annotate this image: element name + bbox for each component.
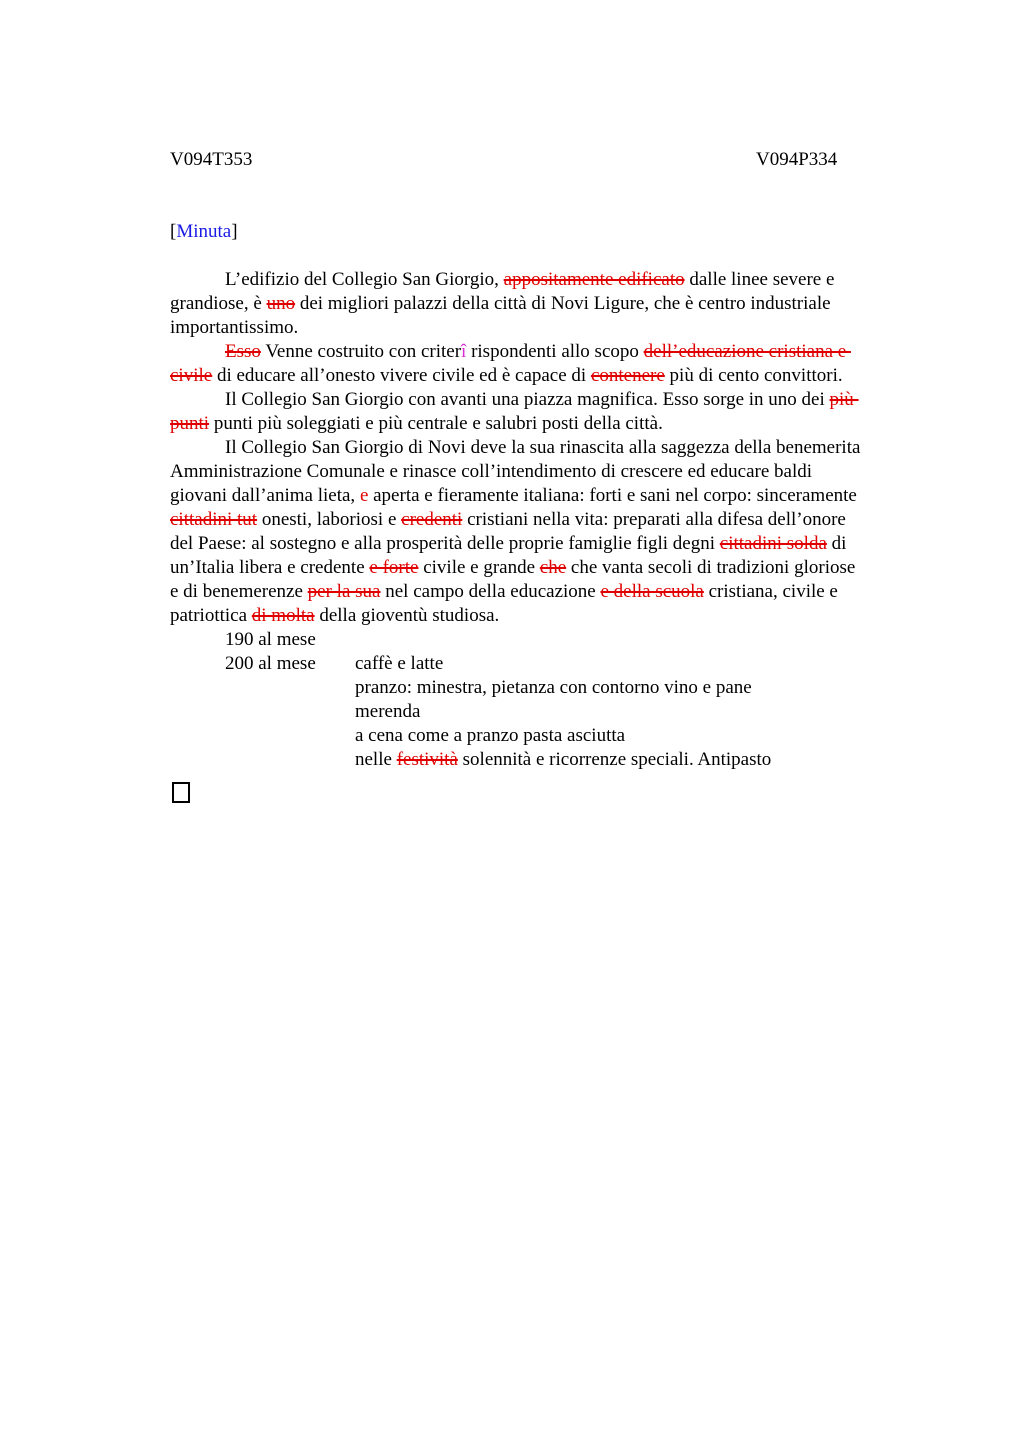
text-line (170, 292, 930, 316)
text-run: che vanta secoli di tradizioni gloriose (566, 557, 856, 578)
menu-line (170, 676, 930, 700)
text-run: punti più soleggiati e più centrale e salubri posti della città. (209, 413, 663, 434)
menu-price: 200 al mese (225, 653, 316, 674)
text-run: solennità e ricorrenze speciali. Antipasto (457, 749, 772, 770)
text-line (170, 268, 930, 292)
minuta-bracket-close: ] (231, 221, 238, 242)
text-run: rispondenti allo scopo (466, 341, 644, 362)
deleted-text: dell’educazione cristiana e (643, 341, 851, 362)
menu-line (170, 628, 930, 652)
uncertain-char: î (461, 341, 467, 362)
deleted-text: civile (170, 365, 213, 386)
text-line (170, 580, 930, 604)
menu-line (170, 700, 930, 724)
text-run: pranzo: minestra, pietanza con contorno vino e pane (355, 677, 752, 698)
deleted-text: appositamente edificato (503, 269, 685, 290)
deleted-text: credenti (401, 509, 463, 530)
header-code-right: V094P334 (756, 149, 838, 170)
menu-price: 190 al mese (225, 629, 316, 650)
text-run: e di benemerenze (170, 581, 308, 602)
menu-line (170, 748, 930, 772)
text-run: nel campo della educazione (380, 581, 601, 602)
text-run: dei migliori palazzi della città di Novi Ligure, che è centro industriale (295, 293, 831, 314)
text-run: civile e grande (418, 557, 540, 578)
text-run: grandiose, è (170, 293, 267, 314)
minuta-label-line (170, 220, 238, 244)
deleted-text: cittadini solda (719, 533, 827, 554)
deleted-text: festività (396, 749, 458, 770)
text-run: caffè e latte (355, 653, 444, 674)
text-run: a cena come a pranzo pasta asciutta (355, 725, 626, 746)
deleted-text: per la sua (307, 581, 381, 602)
text-run: importantissimo. (170, 317, 299, 338)
text-line (170, 532, 930, 556)
text-run: un’Italia libera e credente (170, 557, 370, 578)
text-line (170, 340, 930, 364)
text-line (170, 436, 930, 460)
minuta-link[interactable]: Minuta (176, 221, 232, 242)
deleted-text: cittadini tut (170, 509, 258, 530)
deleted-text: e forte (369, 557, 419, 578)
text-run: L’edifizio del Collegio San Giorgio, (225, 269, 504, 290)
menu-line (170, 652, 930, 676)
text-line (170, 316, 930, 340)
text-run: Amministrazione Comunale e rinasce coll’intendimento di crescere ed educare baldi (170, 461, 813, 482)
text-run: Venne costruito con criter (260, 341, 462, 362)
deleted-text: più (829, 389, 859, 410)
text-line (170, 556, 930, 580)
text-run: patriottica (170, 605, 252, 626)
text-line (170, 508, 930, 532)
text-run: cristiani nella vita: preparati alla difesa dell’onore (462, 509, 846, 530)
text-run: di educare all’onesto vivere civile ed è capace di (212, 365, 591, 386)
text-run: di (826, 533, 847, 554)
text-lines (170, 268, 930, 772)
empty-square-icon (172, 782, 190, 803)
text-line (170, 364, 930, 388)
menu-line (170, 724, 930, 748)
text-run: giovani dall’anima lieta, (170, 485, 360, 506)
header-code-left: V094T353 (170, 149, 253, 170)
text-run: onesti, laboriosi e (257, 509, 402, 530)
deleted-text: uno (266, 293, 296, 314)
text-run: merenda (355, 701, 421, 722)
deleted-text: che (539, 557, 567, 578)
text-line (170, 388, 930, 412)
text-line (170, 604, 930, 628)
text-run: della gioventù studiosa. (314, 605, 500, 626)
minuta-bracket-open: [ (170, 221, 177, 242)
deleted-text: di molta (251, 605, 315, 626)
deleted-text: Esso (225, 341, 261, 362)
text-run: del Paese: al sostegno e alla prosperità delle proprie famiglie figli degni (170, 533, 720, 554)
text-run: dalle linee severe e (684, 269, 835, 290)
text-run: Il Collegio San Giorgio con avanti una piazza magnifica. Esso sorge in uno dei (225, 389, 830, 410)
text-line (170, 460, 930, 484)
text-run: cristiana, civile e (703, 581, 838, 602)
text-run: aperta e fieramente italiana: forti e sani nel corpo: sinceramente (368, 485, 857, 506)
text-line (170, 412, 930, 436)
text-run: nelle (355, 749, 397, 770)
text-run: più di cento convittori. (664, 365, 843, 386)
deleted-char: e (359, 485, 369, 506)
deleted-text: punti (170, 413, 210, 434)
text-run: Il Collegio San Giorgio di Novi deve la sua rinascita alla saggezza della benemerita (225, 437, 861, 458)
text-line (170, 484, 930, 508)
deleted-text: e della scuola (600, 581, 704, 602)
deleted-text: contenere (590, 365, 665, 386)
